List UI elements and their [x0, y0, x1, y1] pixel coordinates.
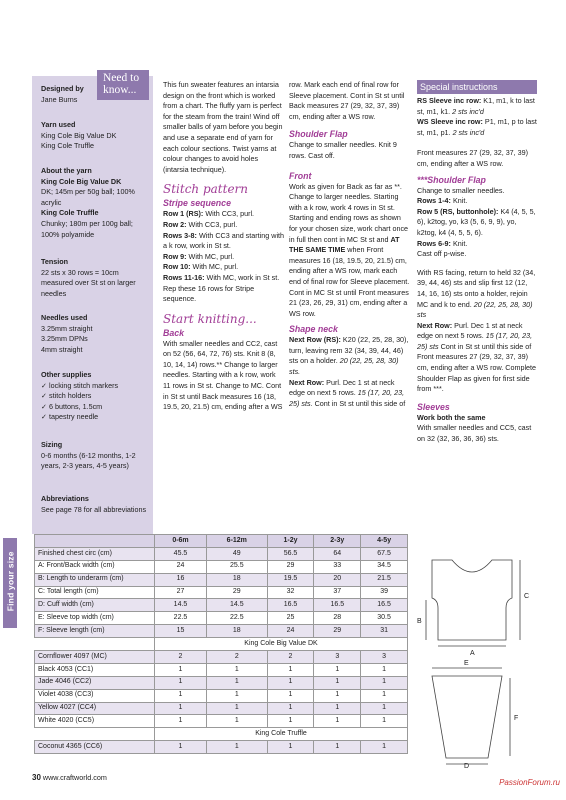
back-heading: Back [163, 327, 185, 338]
needle-item: 4mm straight [41, 344, 83, 354]
value-cell: 1 [155, 702, 207, 715]
size-table [34, 534, 408, 754]
table-row [35, 547, 408, 560]
sleeves-heading: Sleeves [417, 401, 450, 412]
neck-text: Next Row: Purl. Dec 1 st at neck edge on next 5 rows. 15 (17, 20, 23, 25) sts. Cont in St st until this side of [289, 377, 406, 408]
value-cell: 1 [314, 663, 361, 676]
supply-item: ✓ tapestry needle [41, 412, 99, 422]
dimension-c-label: C [524, 593, 530, 600]
value-cell: 0-6m [155, 535, 207, 548]
value-cell: 20 [314, 573, 361, 586]
yarn-subheader: King Cole Truffle [155, 728, 408, 741]
abbrev-label: Abbreviations [41, 494, 89, 503]
watermark: PassionForum.ru [499, 778, 560, 787]
value-cell: 22.5 [206, 612, 267, 625]
value-cell: 24 [267, 625, 314, 638]
value-cell: 19.5 [267, 573, 314, 586]
body-schematic [426, 560, 520, 646]
needles-label: Needles used [41, 313, 88, 322]
value-cell: 1 [155, 715, 207, 728]
about-yarn-label: About the yarn [41, 166, 92, 175]
value-cell: 34.5 [361, 560, 408, 573]
yarn-used-item: King Cole Truffle [41, 141, 95, 151]
value-cell: 32 [267, 586, 314, 599]
table-row [35, 599, 408, 612]
sleeves-subheading: Work both the same [417, 412, 486, 422]
column-1 [163, 80, 285, 413]
needle-item: 3.25mm straight [41, 323, 93, 333]
yarn-used-label: Yarn used [41, 120, 76, 129]
value-cell: 33 [314, 560, 361, 573]
intro-text: This fun sweater features an intarsia design on the front which is worked from a chart. The fluffy yarn is perfect for the steam from the train! Wind off smaller balls of yarn before you begin and use a separate end of yarn for each colour sections. Twist yarns at colour changes to avoid holes (intarsia technique). [163, 80, 283, 174]
value-cell: 18 [206, 625, 267, 638]
value-cell: 3 [361, 651, 408, 664]
row-label-cell [35, 535, 155, 548]
abbreviations [41, 494, 151, 515]
flap-text: Change to smaller needles. [417, 185, 505, 195]
tension-label: Tension [41, 257, 69, 266]
supply-item: ✓ stitch holders [41, 391, 92, 401]
back-cont-text: row. Mark each end of final row for Sleeve placement. Cont in St st until Back measures 27 (29, 32, 37, 39) cm, ending after a WS row. [289, 80, 405, 121]
value-cell: 1 [206, 741, 267, 754]
row-label-cell: B: Length to underarm (cm) [35, 573, 155, 586]
ws-inc-row: WS Sleeve inc row: P1, m1, p to last st, m1, p1. 2 sts inc'd [417, 117, 537, 137]
sleeve-schematic [432, 668, 510, 764]
value-cell: 1 [206, 689, 267, 702]
yarn-subheader-row [35, 728, 408, 741]
yarn1-name: King Cole Big Value DK [41, 176, 122, 186]
value-cell: 2 [267, 651, 314, 664]
column-2 [289, 80, 411, 409]
value-cell: 1 [267, 663, 314, 676]
need-to-know-badge: Need to know... [97, 70, 149, 100]
value-cell: 1 [361, 741, 408, 754]
value-cell: 45.5 [155, 547, 207, 560]
table-header-row [35, 535, 408, 548]
value-cell: 16 [155, 573, 207, 586]
dimension-f-label: F [514, 715, 519, 722]
other-supplies [41, 370, 151, 423]
value-cell: 22.5 [155, 612, 207, 625]
value-cell: 1 [314, 741, 361, 754]
value-cell: 4-5y [361, 535, 408, 548]
front-heading: Front [289, 170, 312, 181]
row-label-cell: Cornflower 4097 (MC) [35, 651, 155, 664]
stitch-pattern-heading: Stitch pattern [163, 182, 249, 197]
value-cell: 29 [314, 625, 361, 638]
value-cell: 24 [155, 560, 207, 573]
value-cell: 16.5 [267, 599, 314, 612]
table-row [35, 586, 408, 599]
value-cell: 1 [361, 663, 408, 676]
value-cell: 18 [206, 573, 267, 586]
value-cell: 1 [314, 676, 361, 689]
yarn2-desc: Chunky; 180m per 100g ball; 100% polyamide [41, 218, 133, 239]
value-cell: 1 [361, 676, 408, 689]
shape-neck-heading: Shape neck [289, 324, 338, 335]
start-knitting-heading: Start knitting... [163, 311, 257, 326]
value-cell: 64 [314, 547, 361, 560]
value-cell: 16.5 [314, 599, 361, 612]
value-cell: 1 [314, 689, 361, 702]
table-row [35, 651, 408, 664]
value-cell: 28 [314, 612, 361, 625]
value-cell: 1 [267, 702, 314, 715]
dimension-d-label: D [464, 763, 470, 768]
tension-text: 22 sts x 30 rows = 10cm measured over St st on larger needles [41, 267, 136, 298]
supply-item: ✓ 6 buttons, 1.5cm [41, 401, 103, 411]
body-outline [432, 560, 512, 640]
shoulder-flap-text: Change to smaller needles. Knit 9 rows. Cast off. [289, 140, 397, 160]
column-3 [417, 80, 537, 445]
value-cell: 49 [206, 547, 267, 560]
page-number: 30 [32, 773, 41, 782]
row-label-cell: Violet 4038 (CC3) [35, 689, 155, 702]
flap-text: Cast off p-wise. [417, 249, 467, 259]
value-cell: 1 [155, 676, 207, 689]
sizing [41, 440, 151, 472]
sleeves-text: With smaller needles and CC5, cast on 32 (32, 36, 36, 36) sts. [417, 423, 532, 444]
table-row [35, 663, 408, 676]
table-row [35, 573, 408, 586]
row-label-cell: F: Sleeve length (cm) [35, 625, 155, 638]
value-cell: 1 [267, 715, 314, 728]
table-row [35, 741, 408, 754]
find-your-size-tab: Find your size [3, 538, 17, 628]
next-row-text: Next Row: Purl. Dec 1 st at neck edge on next 5 rows. 15 (17, 20, 23, 25) sts Cont in St st until this side of Front measures 27 (29, 32, 37, 39) cm, ending after a WS row. Complete Shoulder Flap as given for first side from ***. [417, 320, 537, 394]
value-cell: 2 [155, 651, 207, 664]
value-cell: 67.5 [361, 547, 408, 560]
row-label-cell: White 4020 (CC5) [35, 715, 155, 728]
value-cell: 6-12m [206, 535, 267, 548]
dimension-a-label: A [470, 650, 475, 657]
row-label-cell: E: Sleeve top width (cm) [35, 612, 155, 625]
value-cell: 29 [206, 586, 267, 599]
stripe-row: Rows 3-8: With CC3 and starting with a k row, work in St st. [163, 230, 285, 251]
tension [41, 257, 151, 299]
page-footer [32, 773, 107, 784]
value-cell: 27 [155, 586, 207, 599]
neck-text: Next Row (RS): K20 (22, 25, 28, 30), turn, leaving rem 32 (34, 39, 44, 46) sts on a holder. 20 (22, 25, 28, 30) sts. [289, 335, 409, 377]
value-cell: 1 [155, 689, 207, 702]
blank-cell [35, 638, 155, 651]
table-row [35, 689, 408, 702]
yarn-subheader-row [35, 638, 408, 651]
row-label-cell: Black 4053 (CC1) [35, 663, 155, 676]
dimension-b-label: B [417, 618, 422, 625]
value-cell: 39 [361, 586, 408, 599]
value-cell: 25.5 [206, 560, 267, 573]
rs-inc-row: RS Sleeve inc row: K1, m1, k to last st, m1, k1. 2 sts inc'd [417, 96, 535, 116]
value-cell: 1 [361, 702, 408, 715]
supplies-label: Other supplies [41, 370, 92, 379]
garment-diagram [414, 538, 534, 768]
yarn-used-item: King Cole Big Value DK [41, 130, 117, 140]
row-label-cell: Coconut 4365 (CC6) [35, 741, 155, 754]
value-cell: 15 [155, 625, 207, 638]
sleeve-outline [432, 676, 502, 758]
value-cell: 14.5 [206, 599, 267, 612]
value-cell: 56.5 [267, 547, 314, 560]
stripe-sequence-heading: Stripe sequence [163, 198, 231, 209]
value-cell: 2 [206, 651, 267, 664]
value-cell: 29 [267, 560, 314, 573]
dimension-e-label: E [464, 660, 469, 667]
stripe-row: Row 10: With MC, purl. [163, 262, 239, 272]
value-cell: 30.5 [361, 612, 408, 625]
row-label-cell: D: Cuff width (cm) [35, 599, 155, 612]
shoulder-flap-heading: Shoulder Flap [289, 129, 348, 140]
repeat-text: Rep these 16 rows for Stripe sequence. [163, 283, 255, 304]
need-to-know-sidebar [32, 76, 153, 534]
value-cell: 14.5 [155, 599, 207, 612]
table-row [35, 560, 408, 573]
stripe-row: Rows 11-16: With MC, work in St st. [163, 272, 280, 282]
row-label-cell: Yellow 4027 (CC4) [35, 702, 155, 715]
value-cell: 1 [206, 702, 267, 715]
value-cell: 1 [314, 702, 361, 715]
yarn-subheader: King Cole Big Value DK [155, 638, 408, 651]
flap-row: Rows 1-4: Knit. [417, 196, 468, 206]
designer-name: Jane Burns [41, 94, 78, 104]
front-text: Work as given for Back as far as **. Change to larger needles. Starting with a k row, work 4 rows in St st. Starting and ending rows as shown for your chosen size, work chart once in full then cont in MC St st and AT THE SAME TIME when Front measures 16 (18, 19.5, 20, 21.5) cm, ending after a WS row, mark each end of final row for Sleeve placement. Cont in MC St st until Front measures 21 (23, 26, 29, 31) cm, ending after a WS row. [289, 181, 410, 318]
table-row [35, 676, 408, 689]
sizing-text: 0-6 months (6-12 months, 1-2 years, 2-3 years, 4-5 years) [41, 450, 136, 471]
value-cell: 2-3y [314, 535, 361, 548]
footer-url: www.craftworld.com [42, 773, 107, 782]
yarn-used [41, 120, 151, 152]
stripe-row: Row 1 (RS): With CC3, purl. [163, 209, 255, 219]
about-yarn [41, 166, 151, 240]
abbrev-text: See page 78 for all abbreviations [41, 504, 147, 514]
front-measures-text: Front measures 27 (29, 32, 37, 39) cm, ending after a WS row. [417, 148, 529, 168]
needles [41, 313, 151, 355]
value-cell: 1-2y [267, 535, 314, 548]
value-cell: 1 [155, 663, 207, 676]
value-cell: 1 [314, 715, 361, 728]
table-row [35, 702, 408, 715]
designed-by-label: Designed by [41, 84, 84, 93]
row-label-cell: A: Front/Back width (cm) [35, 560, 155, 573]
stripe-row: Row 9: With MC, purl. [163, 251, 235, 261]
value-cell: 25 [267, 612, 314, 625]
flap-row: Rows 6-9: Knit. [417, 238, 468, 248]
flap-row: Row 5 (RS, buttonhole): K4 (4, 5, 5, 6), k2tog, yo, k3 (5, 6, 9, 9), yo, k2tog, k4 (4, 5, 5, 6). [417, 206, 536, 237]
table-row [35, 612, 408, 625]
value-cell: 1 [361, 715, 408, 728]
needle-item: 3.25mm DPNs [41, 334, 88, 344]
rs-facing-text: With RS facing, return to held 32 (34, 39, 44, 46) sts and slip first 12 (12, 14, 16, 16) sts onto a holder, rejoin MC and k to end. 20 (22, 25, 28, 30) sts [417, 267, 536, 320]
value-cell: 1 [206, 676, 267, 689]
yarn2-name: King Cole Truffle [41, 208, 99, 218]
supply-item: ✓ locking stitch markers [41, 380, 119, 390]
table-row [35, 625, 408, 638]
value-cell: 3 [314, 651, 361, 664]
special-instructions-heading: Special instructions [417, 80, 537, 94]
sizing-label: Sizing [41, 440, 63, 449]
value-cell: 1 [267, 689, 314, 702]
value-cell: 1 [206, 663, 267, 676]
back-text: With smaller needles and CC2, cast on 52 (56, 64, 72, 76) sts. Knit 8 (8, 10, 14, 14) rows.** Change to larger needles. Starting with a k row, work 11 rows in St st. Change to MC. Cont in St st until Back measures 16 (18, 19.5, 20, 21.5) cm, ending after a WS [163, 338, 283, 412]
value-cell: 37 [314, 586, 361, 599]
value-cell: 1 [361, 689, 408, 702]
stripe-row: Row 2: With CC3, purl. [163, 219, 238, 229]
row-label-cell: Jade 4046 (CC2) [35, 676, 155, 689]
value-cell: 31 [361, 625, 408, 638]
row-label-cell: C: Total length (cm) [35, 586, 155, 599]
value-cell: 16.5 [361, 599, 408, 612]
value-cell: 1 [155, 741, 207, 754]
value-cell: 1 [206, 715, 267, 728]
row-label-cell: Finished chest circ (cm) [35, 547, 155, 560]
table-row [35, 715, 408, 728]
value-cell: 21.5 [361, 573, 408, 586]
yarn1-desc: DK; 145m per 50g ball; 100% acrylic [41, 187, 135, 207]
value-cell: 1 [267, 741, 314, 754]
blank-cell [35, 728, 155, 741]
shoulder-flap-2-heading: ***Shoulder Flap [417, 174, 486, 185]
value-cell: 1 [267, 676, 314, 689]
